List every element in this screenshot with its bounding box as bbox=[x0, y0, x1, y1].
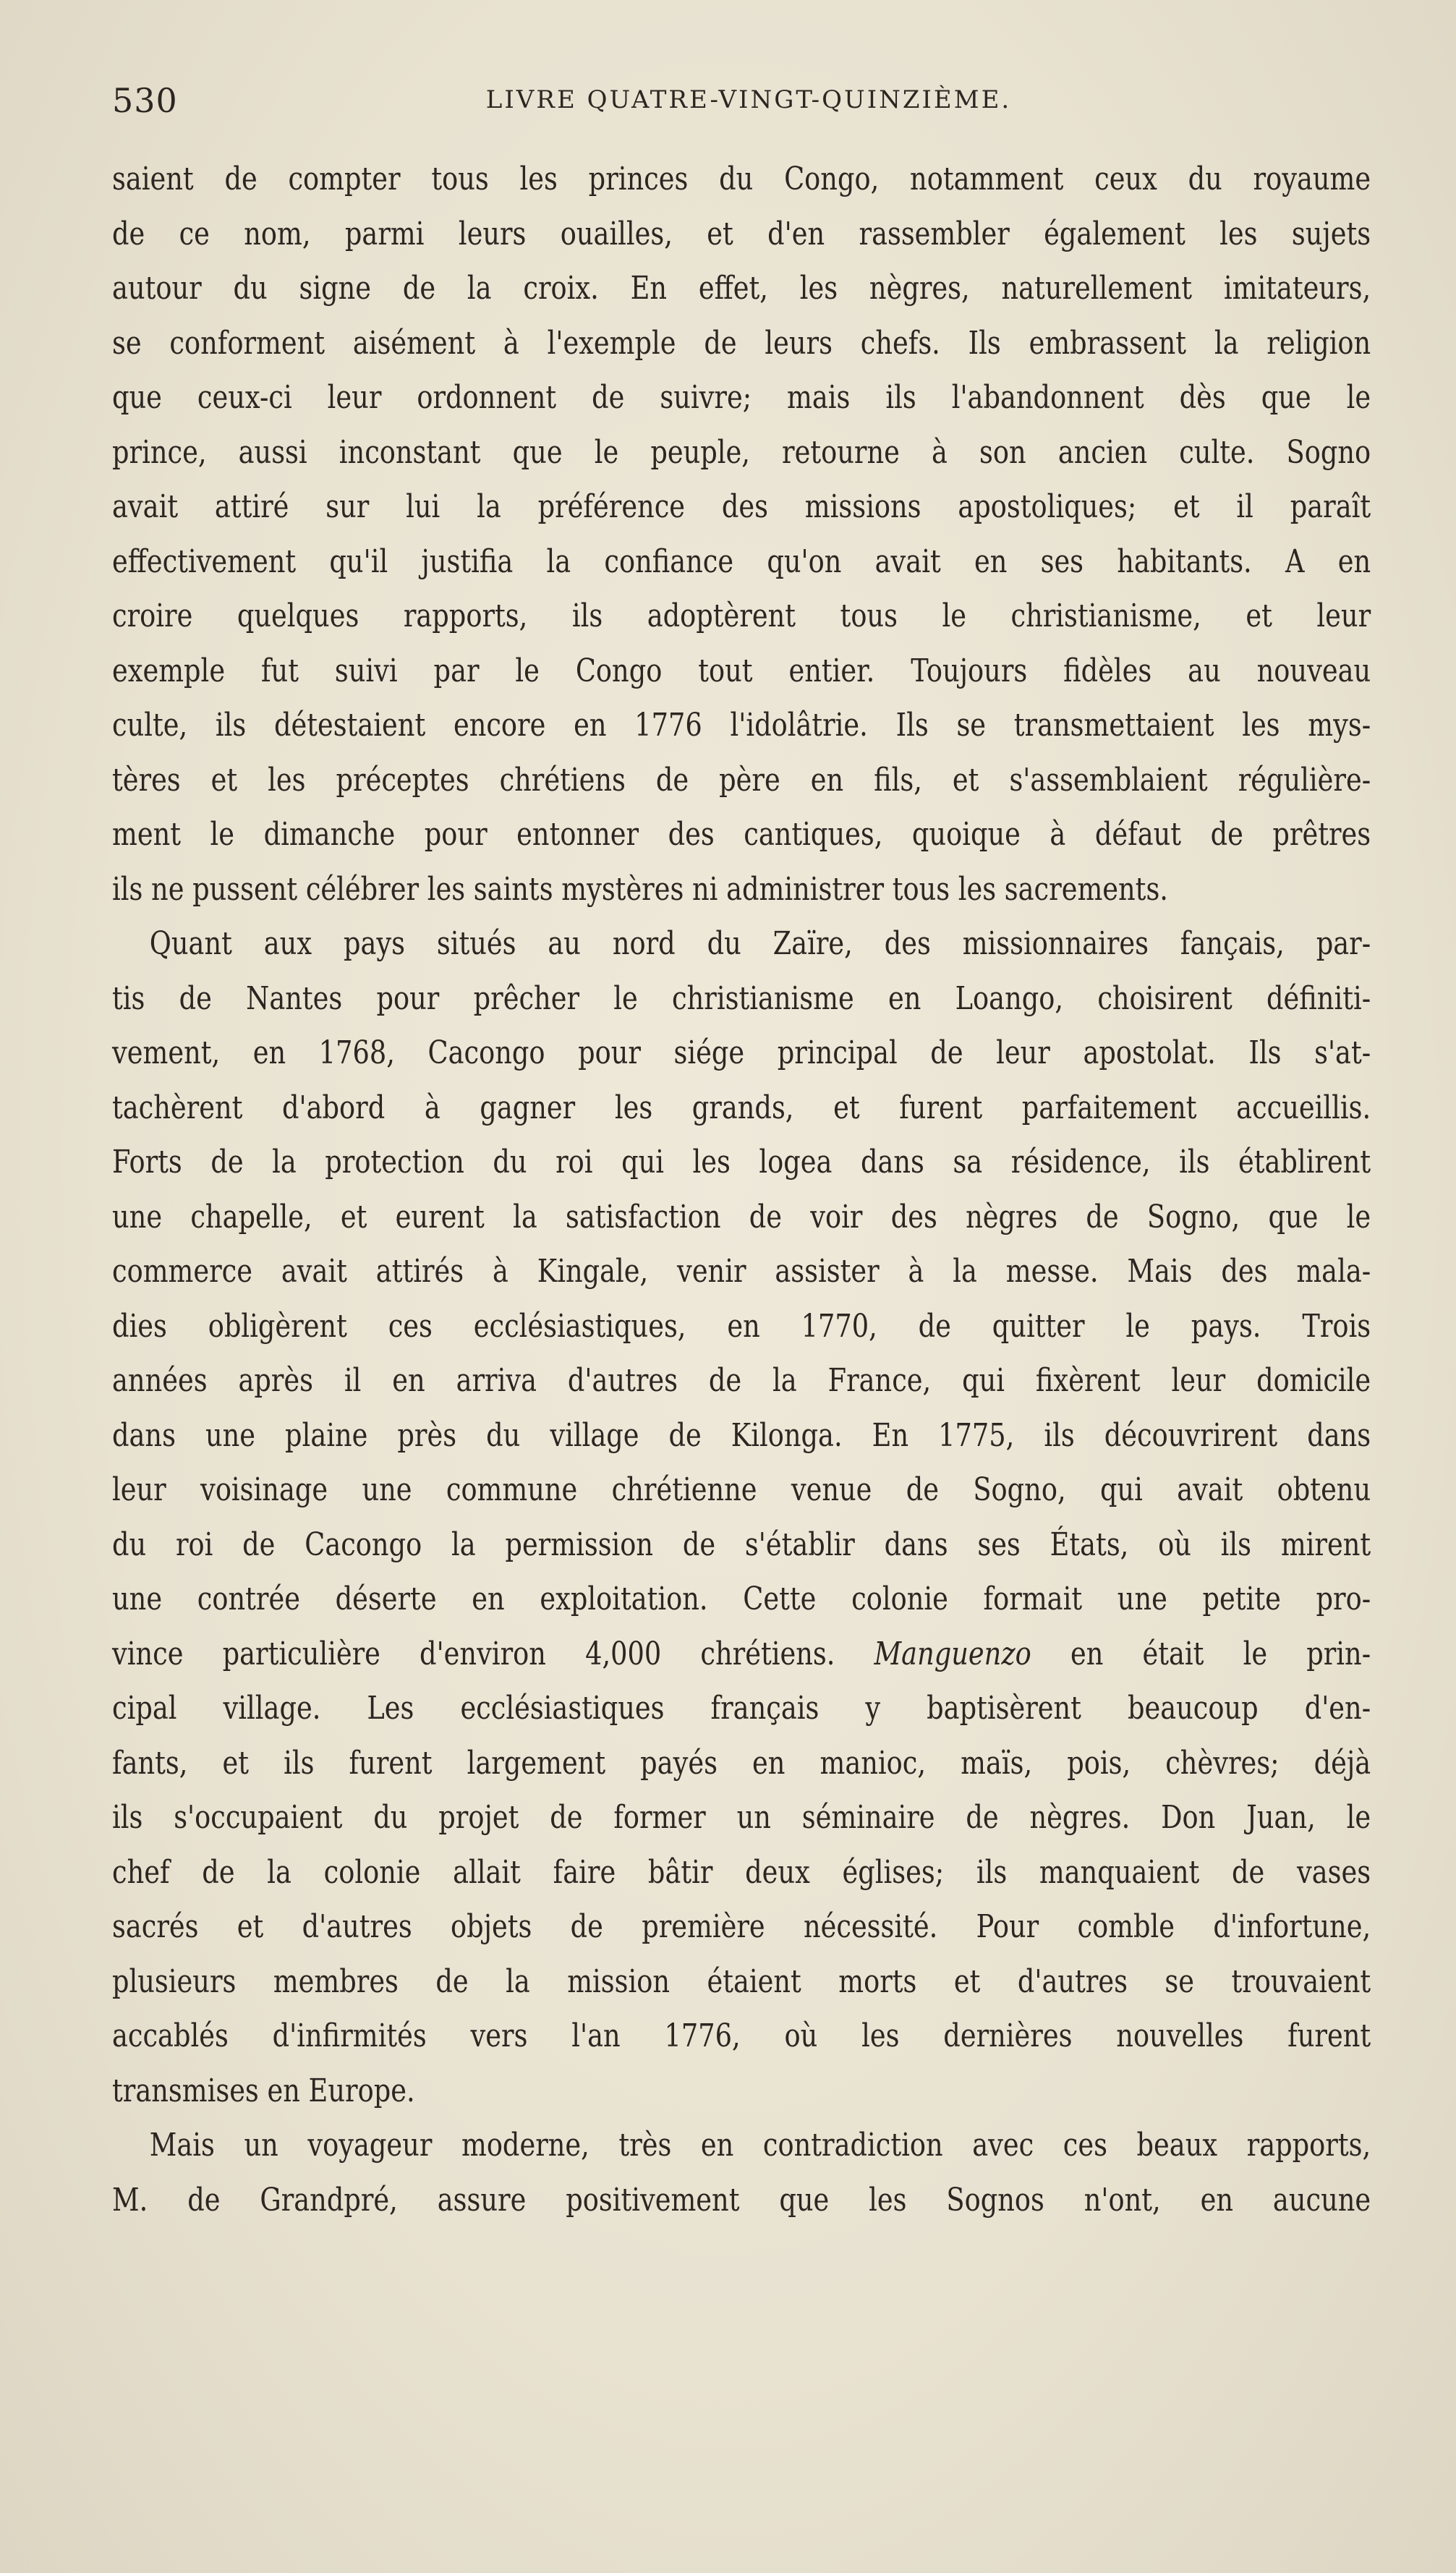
text-line: tis de Nantes pour prêcher le christianisme en Loango, choisirent définiti- bbox=[112, 979, 1371, 1017]
text-line: exemple fut suivi par le Congo tout entier. Toujours fidèles au nouveau bbox=[112, 652, 1371, 689]
text-line: culte, ils détestaient encore en 1776 l'idolâtrie. Ils se transmettaient les mys- bbox=[112, 707, 1371, 744]
text-line: tères et les préceptes chrétiens de père en fils, et s'assemblaient régulière- bbox=[112, 761, 1371, 799]
italic-place-name: Manguenzo bbox=[874, 1635, 1031, 1672]
text-line: Mais un voyageur moderne, très en contradiction avec ces beaux rapports, bbox=[149, 2127, 1371, 2164]
text-line: sacrés et d'autres objets de première nécessité. Pour comble d'infortune, bbox=[112, 1908, 1371, 1945]
page-number: 530 bbox=[112, 81, 178, 120]
page-header bbox=[112, 81, 1371, 132]
text-line: autour du signe de la croix. En effet, les nègres, naturellement imitateurs, bbox=[112, 270, 1371, 307]
text-line: dans une plaine près du village de Kilonga. En 1775, ils découvrirent dans bbox=[112, 1416, 1371, 1454]
text-line: vement, en 1768, Cacongo pour siége principal de leur apostolat. Ils s'at- bbox=[112, 1034, 1371, 1071]
text-line: leur voisinage une commune chrétienne venue de Sogno, qui avait obtenu bbox=[112, 1471, 1371, 1508]
text-line: tachèrent d'abord à gagner les grands, et furent parfaitement accueillis. bbox=[112, 1089, 1371, 1126]
text-line: années après il en arriva d'autres de la France, qui fixèrent leur domicile bbox=[112, 1362, 1371, 1399]
text-line: de ce nom, parmi leurs ouailles, et d'en rassembler également les sujets bbox=[112, 215, 1371, 252]
text-line: une chapelle, et eurent la satisfaction de voir des nègres de Sogno, que le bbox=[112, 1198, 1371, 1236]
text-line: accablés d'infirmités vers l'an 1776, où les dernières nouvelles furent bbox=[112, 2017, 1371, 2054]
text-line: fants, et ils furent largement payés en manioc, maïs, pois, chèvres; déjà bbox=[112, 1744, 1371, 1782]
body-text bbox=[112, 152, 1371, 2227]
text-line: avait attiré sur lui la préférence des missions apostoliques; et il paraît bbox=[112, 488, 1371, 525]
running-head: LIVRE QUATRE-VINGT-QUINZIÈME. bbox=[485, 85, 1012, 114]
text-line: une contrée déserte en exploitation. Cette colonie formait une petite pro- bbox=[112, 1581, 1371, 1617]
text-line: saient de compter tous les princes du Congo, notamment ceux du royaume bbox=[112, 161, 1371, 197]
text-line: dies obligèrent ces ecclésiastiques, en 1770, de quitter le pays. Trois bbox=[112, 1307, 1371, 1345]
text-line-mixed bbox=[112, 1627, 1371, 1682]
text-line: Forts de la protection du roi qui les logea dans sa résidence, ils établirent bbox=[112, 1144, 1371, 1181]
text-line: chef de la colonie allait faire bâtir deux églises; ils manquaient de vases bbox=[112, 1853, 1371, 1891]
text-line: que ceux-ci leur ordonnent de suivre; mais ils l'abandonnent dès que le bbox=[112, 379, 1371, 416]
text-line: M. de Grandpré, assure positivement que les Sognos n'ont, en aucune bbox=[112, 2181, 1371, 2219]
text-segment: en était le prin- bbox=[1070, 1635, 1371, 1672]
text-line: transmises en Europe. bbox=[112, 2072, 415, 2109]
text-line: prince, aussi inconstant que le peuple, retourne à son ancien culte. Sogno bbox=[112, 433, 1371, 471]
text-line: effectivement qu'il justifia la confiance qu'on avait en ses habitants. A en bbox=[112, 543, 1371, 580]
text-line: cipal village. Les ecclésiastiques français y baptisèrent beaucoup d'en- bbox=[112, 1690, 1371, 1727]
text-line: commerce avait attirés à Kingale, venir assister à la messe. Mais des mala- bbox=[112, 1253, 1371, 1290]
text-line: ment le dimanche pour entonner des cantiques, quoique à défaut de prêtres bbox=[112, 816, 1371, 853]
text-line: ils s'occupaient du projet de former un séminaire de nègres. Don Juan, le bbox=[112, 1799, 1371, 1836]
text-line: se conforment aisément à l'exemple de leurs chefs. Ils embrassent la religion bbox=[112, 324, 1371, 362]
text-segment: vince particulière d'environ 4,000 chrétiens. bbox=[112, 1635, 835, 1672]
text-line: croire quelques rapports, ils adoptèrent tous le christianisme, et leur bbox=[112, 597, 1371, 634]
text-line: Quant aux pays situés au nord du Zaïre, des missionnaires fançais, par- bbox=[149, 925, 1371, 962]
text-line: ils ne pussent célébrer les saints mystères ni administrer tous les sacrements. bbox=[112, 870, 1168, 908]
text-line: du roi de Cacongo la permission de s'établir dans ses États, où ils mirent bbox=[112, 1526, 1371, 1563]
text-line: plusieurs membres de la mission étaient morts et d'autres se trouvaient bbox=[112, 1962, 1371, 2000]
